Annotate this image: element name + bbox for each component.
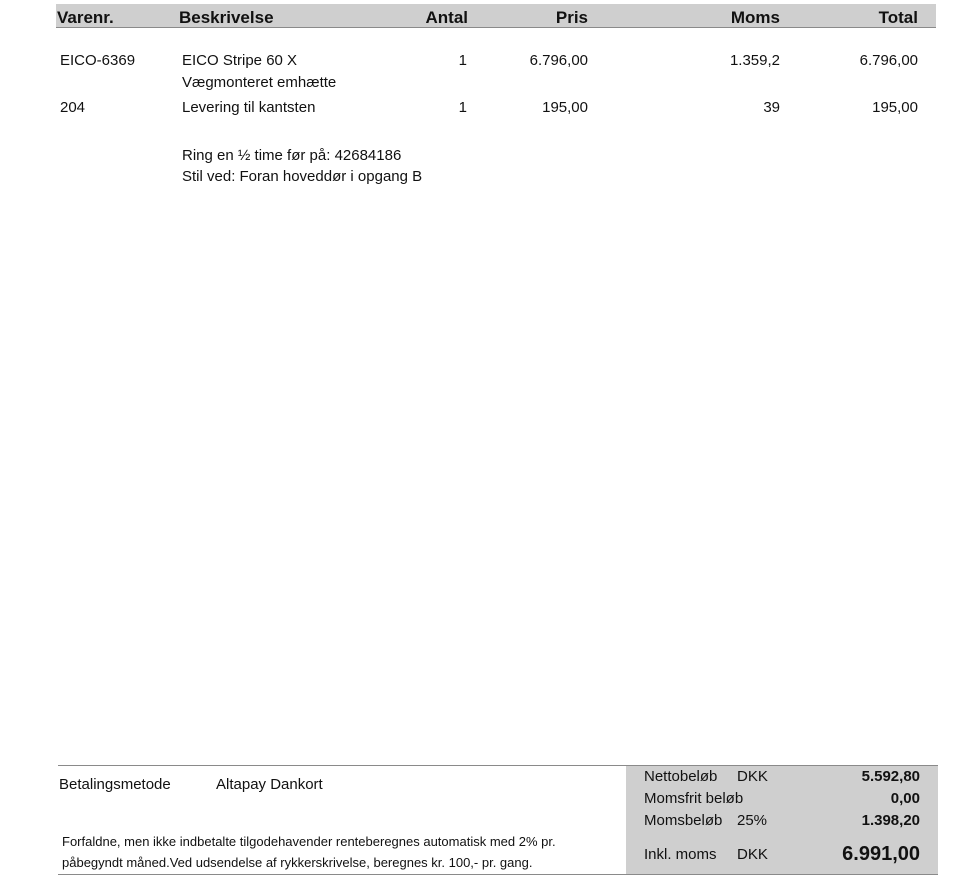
table-row-1-total: 6.796,00 — [859, 52, 918, 69]
payment-terms-notice — [62, 831, 556, 873]
momsfrit-value: 0,00 — [890, 790, 920, 807]
header-varenr: Varenr. — [57, 8, 114, 27]
momsbelob-label: Momsbeløb — [644, 812, 723, 829]
header-total: Total — [878, 8, 918, 27]
momsfrit-label: Momsfrit beløb — [644, 790, 744, 807]
table-row-1-varenr: EICO-6369 — [60, 52, 136, 69]
payment-method-value: Altapay Dankort — [216, 776, 323, 793]
netto-label: Nettobeløb — [644, 768, 718, 785]
grand-total-value: 6.991,00 — [842, 843, 920, 865]
momsbelob-rate: 25% — [737, 812, 768, 829]
header-antal: Antal — [425, 8, 468, 27]
inkl-moms-currency: DKK — [737, 846, 768, 863]
table-row-2-varenr: 204 — [60, 99, 86, 116]
delivery-note-location: Stil ved: Foran hoveddør i opgang B — [182, 168, 423, 185]
momsbelob-value: 1.398,20 — [861, 812, 920, 829]
inkl-moms-label: Inkl. moms — [644, 846, 717, 863]
table-row-2-beskrivelse: Levering til kantsten — [182, 99, 316, 116]
table-row-2-antal: 1 — [458, 99, 467, 116]
table-row-1-pris: 6.796,00 — [529, 52, 588, 69]
header-beskrivelse: Beskrivelse — [179, 8, 274, 27]
footer-bottom-divider — [58, 874, 938, 875]
payment-terms-line-1: Forfaldne, men ikke indbetalte tilgodehavender renteberegnes automatisk med 2% pr. — [62, 834, 556, 849]
table-row-1-moms: 1.359,2 — [729, 52, 780, 69]
header-pris: Pris — [555, 8, 588, 27]
netto-currency: DKK — [737, 768, 768, 785]
payment-terms-line-2: påbegyndt måned.Ved udsendelse af rykkerskrivelse, beregnes kr. 100,- pr. gang. — [62, 855, 533, 870]
table-row-2-moms: 39 — [763, 99, 780, 116]
payment-method-label: Betalingsmetode — [59, 776, 171, 793]
table-row-2-total: 195,00 — [872, 99, 918, 116]
netto-value: 5.592,80 — [861, 768, 920, 785]
table-row-1-beskrivelse-line2: Vægmonteret emhætte — [182, 74, 337, 91]
table-row-1-beskrivelse: EICO Stripe 60 X — [182, 52, 298, 69]
table-row-1-antal: 1 — [458, 52, 467, 69]
delivery-note-phone: Ring en ½ time før på: 42684186 — [182, 147, 402, 164]
header-moms: Moms — [730, 8, 780, 27]
table-row-2-pris: 195,00 — [542, 99, 588, 116]
